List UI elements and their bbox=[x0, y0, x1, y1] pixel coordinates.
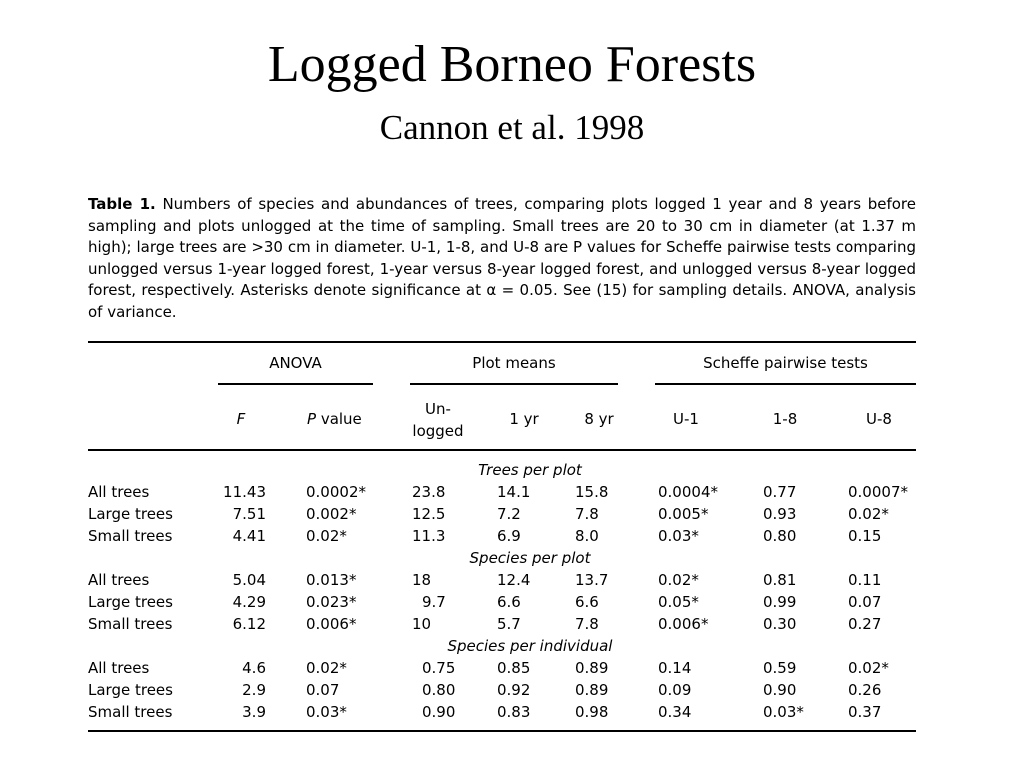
col-header-u1: U-1 bbox=[673, 410, 699, 428]
table-cell-un: 9.7 bbox=[422, 593, 446, 611]
plot-means-group-rule bbox=[410, 383, 618, 385]
table-cell-u8: 0.37 bbox=[848, 703, 882, 721]
col-header-p-value bbox=[307, 408, 362, 430]
table-cell-u8: 0.07 bbox=[848, 593, 882, 611]
col-header-unlogged-2: logged bbox=[412, 422, 464, 440]
table-cell-y1: 0.92 bbox=[497, 681, 531, 699]
table-cell-un: 0.90 bbox=[422, 703, 456, 721]
table-cell-p: 0.013* bbox=[306, 571, 357, 589]
table-cell-u1: 0.05* bbox=[658, 593, 699, 611]
table-cell-u1: 0.006* bbox=[658, 615, 709, 633]
col-header-p-rest: value bbox=[316, 410, 362, 428]
table-cell-u1: 0.34 bbox=[658, 703, 692, 721]
col-header-1-8: 1-8 bbox=[772, 410, 798, 428]
table-cell-p: 0.02* bbox=[306, 659, 347, 677]
table-cell-y1: 6.6 bbox=[497, 593, 521, 611]
row-label: All trees bbox=[88, 483, 150, 501]
table-cell-u8: 0.27 bbox=[848, 615, 882, 633]
table-cell-y1: 6.9 bbox=[497, 527, 521, 545]
table-cell-y1: 12.4 bbox=[497, 571, 531, 589]
table-cell-y1: 7.2 bbox=[497, 505, 521, 523]
table-cell-p: 0.006* bbox=[306, 615, 357, 633]
anova-group-rule bbox=[218, 383, 373, 385]
table-cell-un: 0.75 bbox=[422, 659, 456, 677]
table-cell-y1: 0.83 bbox=[497, 703, 531, 721]
caption-text: Numbers of species and abundances of trees, comparing plots logged 1 year and 8 years before sampling and plots unlogged at the time of sampling. Small trees are 20 to 30 cm in diameter (at 1.37 m high); large trees are >30 cm in diameter. U-1, 1-8, and U-8 are P values for Scheffe pairwise tests comparing unlogged versus 1-year logged forest, 1-year versus 8-year logged forest, and unlogged versus 8-year logged forest, respectively. Asterisks denote significance at α = 0.05. See (15) for sampling details. ANOVA, analysis of variance. bbox=[88, 195, 916, 321]
group-header-plot-means: Plot means bbox=[472, 354, 556, 372]
col-header-1yr: 1 yr bbox=[509, 410, 539, 428]
table-cell-u1: 0.0004* bbox=[658, 483, 718, 501]
table-cell-p: 0.02* bbox=[306, 527, 347, 545]
table-cell-p: 0.0002* bbox=[306, 483, 366, 501]
group-header-anova: ANOVA bbox=[269, 354, 322, 372]
table-cell-r18: 0.93 bbox=[763, 505, 797, 523]
table-cell-u1: 0.09 bbox=[658, 681, 692, 699]
table-cell-y8: 7.8 bbox=[575, 615, 599, 633]
table-cell-r18: 0.30 bbox=[763, 615, 797, 633]
table-cell-y8: 13.7 bbox=[575, 571, 609, 589]
col-header-f: F bbox=[236, 410, 246, 428]
table-cell-un: 12.5 bbox=[412, 505, 446, 523]
row-label: Large trees bbox=[88, 505, 173, 523]
table-cell-r18: 0.03* bbox=[763, 703, 804, 721]
table-cell-y1: 0.85 bbox=[497, 659, 531, 677]
row-label: Small trees bbox=[88, 527, 173, 545]
col-header-unlogged-1: Un- bbox=[425, 400, 451, 418]
table-cell-u8: 0.15 bbox=[848, 527, 882, 545]
table-cell-r18: 0.99 bbox=[763, 593, 797, 611]
table-cell-f: 4.6 bbox=[242, 659, 266, 677]
table-cell-p: 0.07 bbox=[306, 681, 340, 699]
row-label: All trees bbox=[88, 659, 150, 677]
section-title: Species per plot bbox=[469, 549, 591, 567]
table-cell-un: 0.80 bbox=[422, 681, 456, 699]
table-cell-un: 11.3 bbox=[412, 527, 446, 545]
slide-title: Logged Borneo Forests bbox=[267, 36, 757, 93]
caption-label: Table 1. bbox=[88, 195, 156, 213]
table-cell-f: 2.9 bbox=[242, 681, 266, 699]
table-cell-un: 23.8 bbox=[412, 483, 446, 501]
table-cell-f: 4.29 bbox=[232, 593, 266, 611]
row-label: Large trees bbox=[88, 681, 173, 699]
slide-subtitle: Cannon et al. 1998 bbox=[379, 108, 645, 147]
table-cell-u8: 0.0007* bbox=[848, 483, 908, 501]
table-cell-y8: 0.89 bbox=[575, 681, 609, 699]
table-cell-r18: 0.59 bbox=[763, 659, 797, 677]
table-cell-y1: 5.7 bbox=[497, 615, 521, 633]
row-label: Small trees bbox=[88, 703, 173, 721]
table-cell-f: 11.43 bbox=[223, 483, 266, 501]
table-cell-u8: 0.26 bbox=[848, 681, 882, 699]
table-cell-y8: 6.6 bbox=[575, 593, 599, 611]
table-bottom-rule bbox=[88, 730, 916, 732]
table-cell-u1: 0.005* bbox=[658, 505, 709, 523]
table-cell-p: 0.002* bbox=[306, 505, 357, 523]
row-label: Large trees bbox=[88, 593, 173, 611]
row-label: All trees bbox=[88, 571, 150, 589]
group-header-scheffe: Scheffe pairwise tests bbox=[703, 354, 868, 372]
table-cell-p: 0.023* bbox=[306, 593, 357, 611]
table-cell-y8: 15.8 bbox=[575, 483, 609, 501]
table-cell-f: 4.41 bbox=[232, 527, 266, 545]
section-title: Species per individual bbox=[447, 637, 613, 655]
table-cell-y8: 7.8 bbox=[575, 505, 599, 523]
row-label: Small trees bbox=[88, 615, 173, 633]
table-cell-u8: 0.02* bbox=[848, 505, 889, 523]
table-cell-r18: 0.77 bbox=[763, 483, 797, 501]
table-cell-u8: 0.11 bbox=[848, 571, 882, 589]
scheffe-group-rule bbox=[655, 383, 916, 385]
table-cell-y8: 0.98 bbox=[575, 703, 609, 721]
table-caption bbox=[88, 194, 916, 323]
table-cell-u1: 0.02* bbox=[658, 571, 699, 589]
table-cell-u8: 0.02* bbox=[848, 659, 889, 677]
table-cell-u1: 0.03* bbox=[658, 527, 699, 545]
table-cell-r18: 0.80 bbox=[763, 527, 797, 545]
table-cell-f: 5.04 bbox=[232, 571, 266, 589]
table-cell-un: 18 bbox=[412, 571, 432, 589]
section-title: Trees per plot bbox=[478, 461, 582, 479]
table-cell-y8: 8.0 bbox=[575, 527, 599, 545]
col-header-p-italic: P bbox=[307, 410, 317, 428]
table-cell-u1: 0.14 bbox=[658, 659, 692, 677]
table-cell-f: 3.9 bbox=[242, 703, 266, 721]
table-cell-r18: 0.81 bbox=[763, 571, 797, 589]
col-header-8yr: 8 yr bbox=[584, 410, 614, 428]
table-cell-f: 7.51 bbox=[232, 505, 266, 523]
header-bottom-rule bbox=[88, 449, 916, 451]
table-cell-p: 0.03* bbox=[306, 703, 347, 721]
col-header-u8: U-8 bbox=[866, 410, 892, 428]
table-cell-y8: 0.89 bbox=[575, 659, 609, 677]
table-top-rule bbox=[88, 341, 916, 343]
table-cell-f: 6.12 bbox=[232, 615, 266, 633]
table-cell-y1: 14.1 bbox=[497, 483, 531, 501]
table-cell-un: 10 bbox=[412, 615, 432, 633]
table-cell-r18: 0.90 bbox=[763, 681, 797, 699]
